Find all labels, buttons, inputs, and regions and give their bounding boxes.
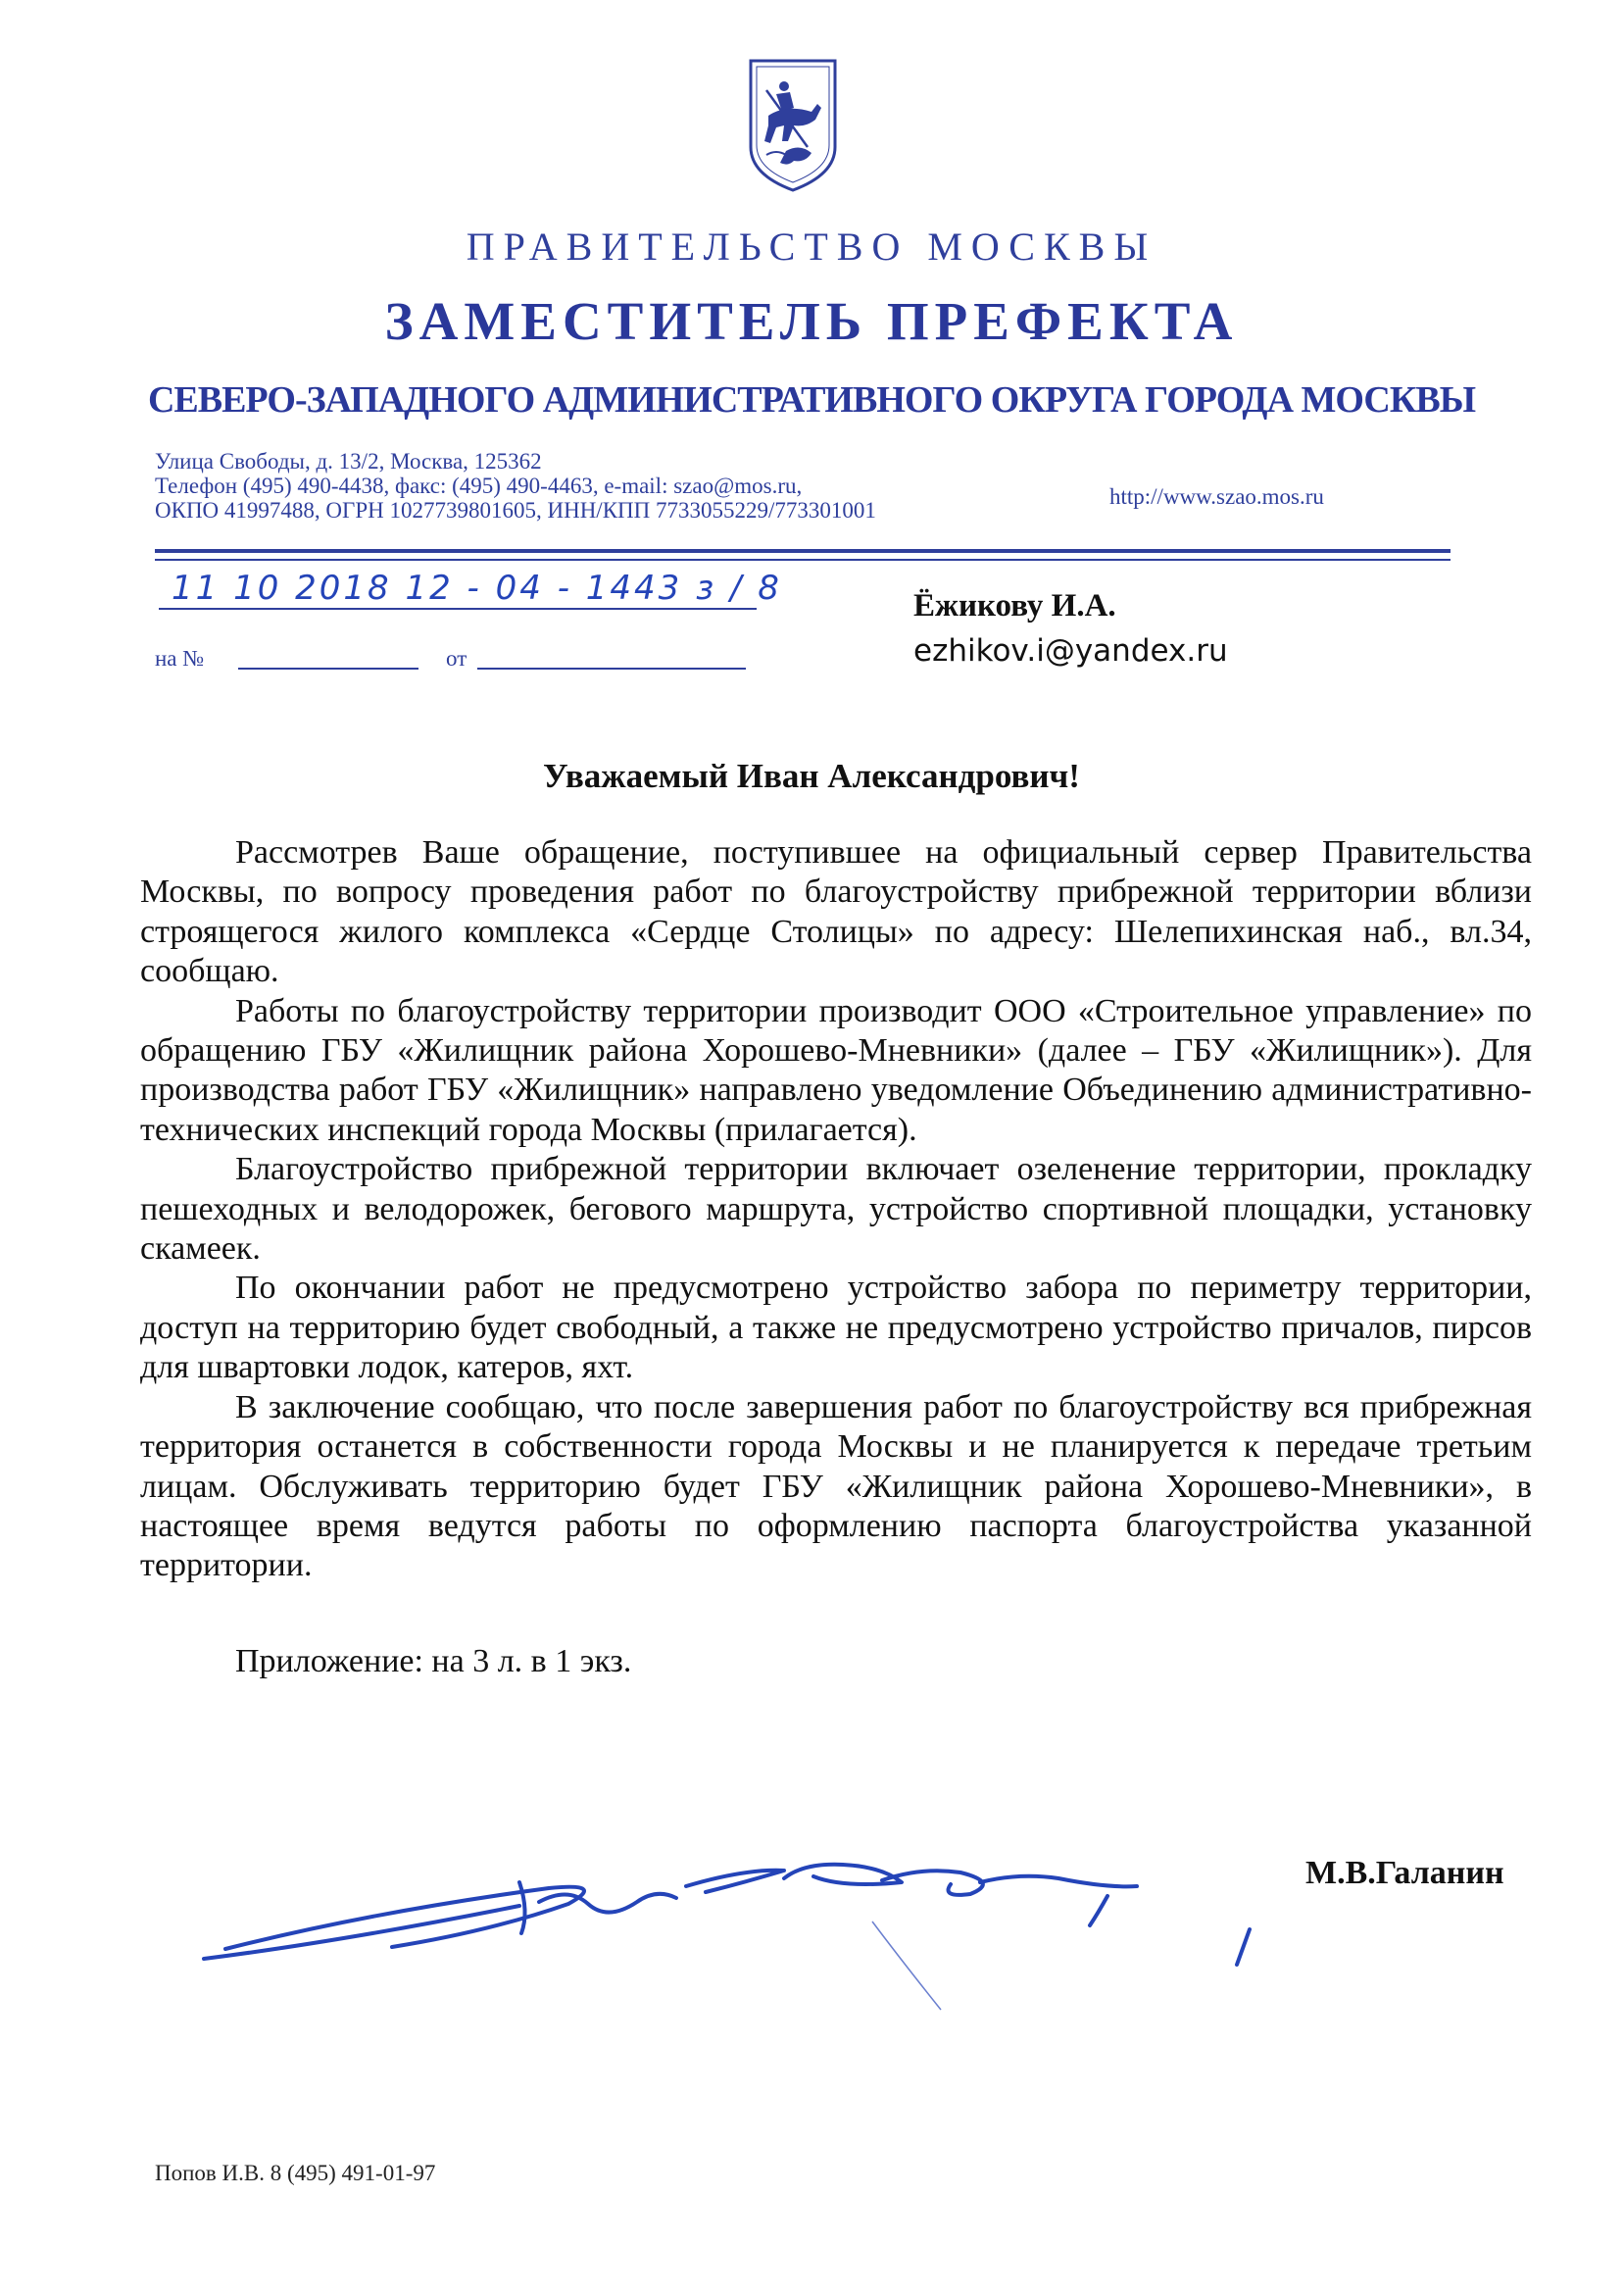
handwritten-signature [196, 1843, 1323, 2039]
registration-underline [159, 608, 757, 610]
website-link[interactable]: http://www.szao.mos.ru [1109, 484, 1324, 509]
header-divider-thin [155, 559, 1451, 561]
letter-body [140, 833, 1532, 1586]
salutation: Уважаемый Иван Александрович! [543, 757, 1080, 795]
paragraph: По окончании работ не предусмотрено устройство забора по периметру территории, доступ на территорию будет свободный, а также не предусмотрено устройство причалов, пирсов для швартовки лодок, катеров, яхт. [140, 1270, 1532, 1386]
attachment-note: Приложение: на 3 л. в 1 экз. [235, 1643, 632, 1679]
paragraph: Рассмотрев Ваше обращение, поступившее на официальный сервер Правительства Москвы, по вопросу проведения работ по благоустройству прибрежной территории вблизи строящегося жилого комплекса «Сердце Столицы» по адресу: Шелепихинская наб., вл.34, сообщаю. [140, 834, 1532, 990]
moscow-coat-of-arms-icon [747, 57, 839, 194]
address-line: Улица Свободы, д. 13/2, Москва, 125362 [155, 449, 542, 474]
reference-date-line [477, 668, 746, 670]
signer-name: М.В.Галанин [1305, 1855, 1504, 1891]
reference-from-label: от [446, 646, 467, 671]
district-title: СЕВЕРО-ЗАПАДНОГО АДМИНИСТРАТИВНОГО ОКРУГА ГОРОДА МОСКВЫ [147, 379, 1476, 421]
handwritten-registration: 11 10 2018 12 - 04 - 1443 з / 8 [172, 569, 782, 608]
reference-label: на № [155, 646, 205, 671]
addressee-name: Ёжикову И.А. [913, 588, 1116, 624]
paragraph: Благоустройство прибрежной территории включает озеленение территории, прокладку пешеходных и велодорожек, бегового маршрута, устройство спортивной площадки, установку скамеек. [140, 1151, 1532, 1268]
position-title: ЗАМЕСТИТЕЛЬ ПРЕФЕКТА [384, 291, 1239, 351]
addressee-email[interactable]: ezhikov.i@yandex.ru [913, 633, 1228, 669]
reference-number-line [238, 668, 418, 670]
executor-note: Попов И.В. 8 (495) 491-01-97 [155, 2161, 436, 2185]
contact-block [155, 449, 876, 523]
paragraph: В заключение сообщаю, что после завершения работ по благоустройству вся прибрежная территория останется в собственности города Москвы и не планируется к передаче третьим лицам. Обслуживать территорию будет ГБУ «Жилищник района Хорошево-Мневники», в настоящее время ведутся работы по оформлению паспорта благоустройства указанной территории. [140, 1388, 1532, 1584]
paragraph: Работы по благоустройству территории производит ООО «Строительное управление» по обращению ГБУ «Жилищник района Хорошево-Мневники» (далее – ГБУ «Жилищник»). Для производства работ ГБУ «Жилищник» направлено уведомление Объединению административно-технических инспекций города Москвы (прилагается). [140, 992, 1532, 1148]
codes-line: ОКПО 41997488, ОГРН 1027739801605, ИНН/КПП 7733055229/773301001 [155, 498, 876, 523]
header-divider [155, 549, 1451, 553]
government-title: ПРАВИТЕЛЬСТВО МОСКВЫ [466, 225, 1157, 269]
phones-line: Телефон (495) 490-4438, факс: (495) 490-4463, e-mail: szao@mos.ru, [155, 474, 803, 498]
